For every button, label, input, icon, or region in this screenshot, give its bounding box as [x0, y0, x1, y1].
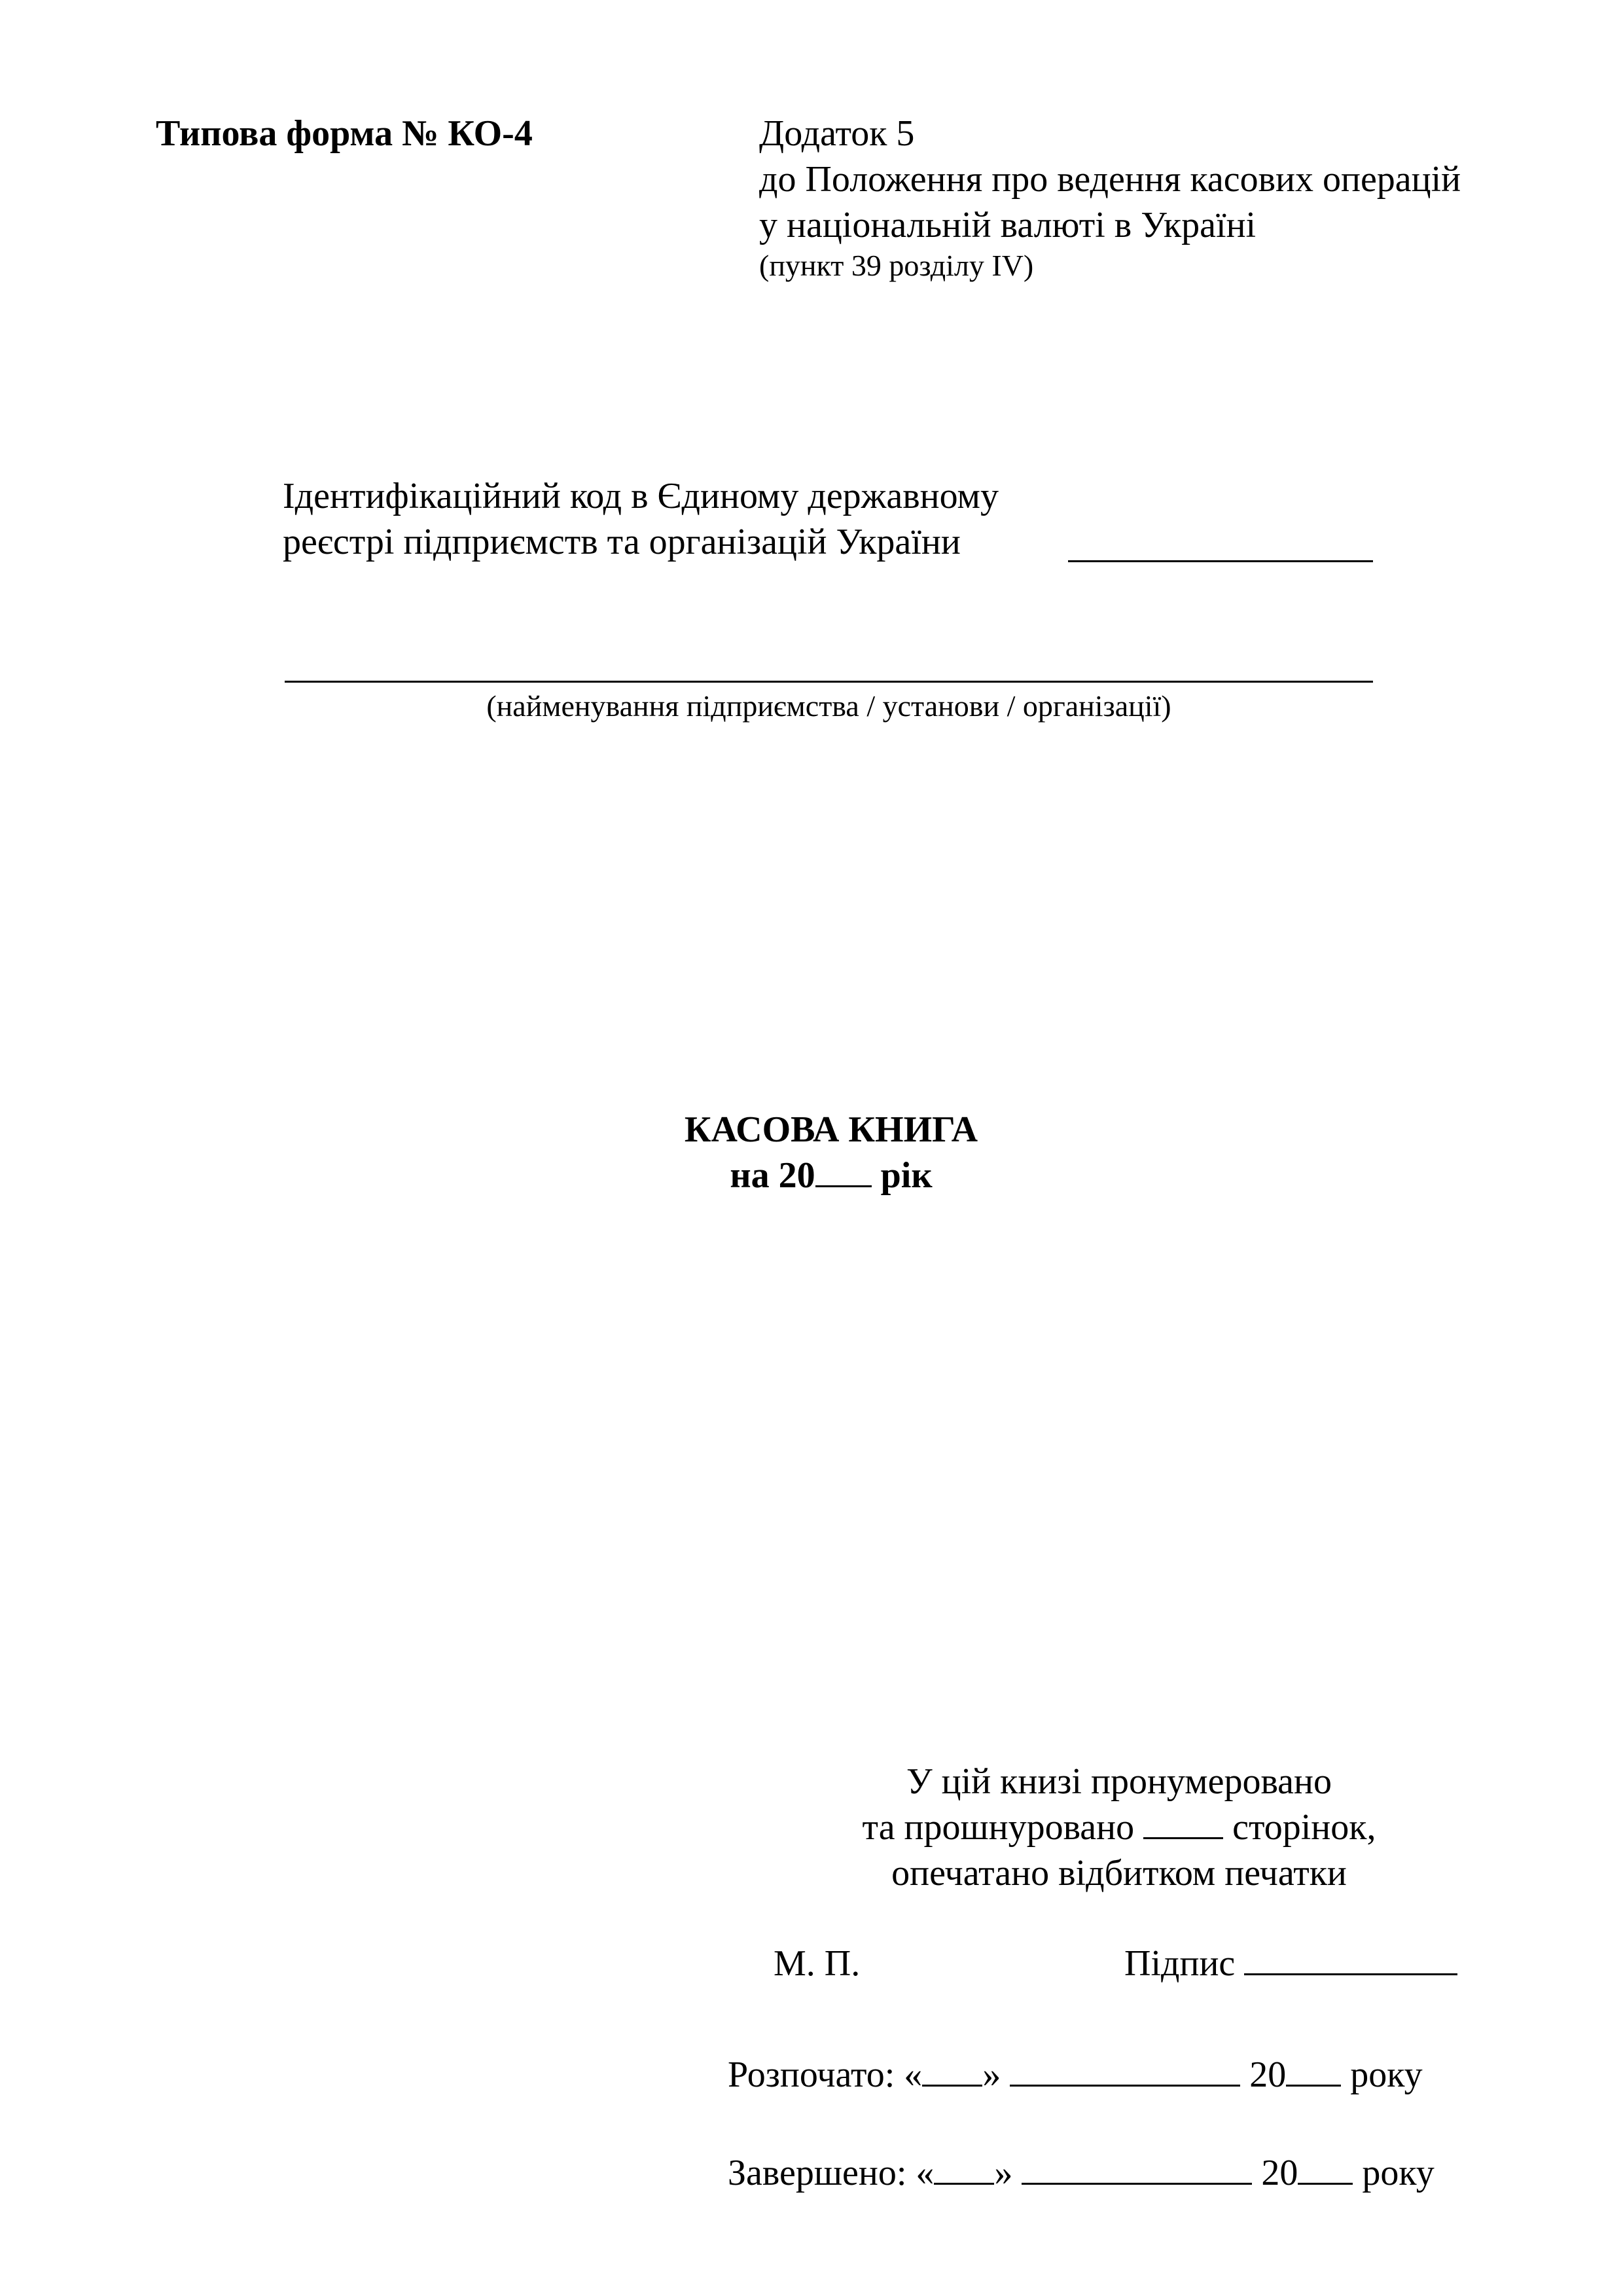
finished-quote-close: »: [994, 2153, 1013, 2193]
document-title: КАСОВА КНИГА: [684, 1109, 978, 1150]
started-year-suffix: року: [1350, 2054, 1423, 2095]
organization-caption: (найменування підприємства / установи / організації): [486, 689, 1171, 723]
appendix-line-1: до Положення про ведення касових операцій: [759, 159, 1461, 200]
finished-month-field[interactable]: [1022, 2155, 1252, 2185]
document-year-suffix: рік: [880, 1155, 933, 1196]
started-day-field[interactable]: [922, 2057, 982, 2087]
certification-line-1: У цій книзі пронумеровано: [906, 1761, 1332, 1802]
appendix-note: (пункт 39 розділу IV): [759, 249, 1034, 282]
organization-name-field[interactable]: [285, 681, 1373, 683]
started-month-field[interactable]: [1010, 2057, 1240, 2087]
identification-code-field[interactable]: [1068, 560, 1373, 562]
pages-count-field[interactable]: [1143, 1810, 1223, 1839]
appendix-title: Додаток 5: [759, 113, 915, 154]
identification-line-1: Ідентифікаційний код в Єдиному державному: [283, 476, 999, 516]
started-date-row: [728, 2051, 1423, 2098]
finished-year-prefix: 20: [1261, 2153, 1298, 2193]
signature-label: Підпис: [1124, 1943, 1236, 1984]
appendix-line-2: у національній валюті в Україні: [759, 205, 1257, 245]
finished-date-row: [728, 2149, 1435, 2197]
year-field[interactable]: [815, 1158, 872, 1187]
certification-line-2: [785, 1804, 1453, 1851]
finished-label: Завершено: «: [728, 2153, 935, 2193]
finished-year-field[interactable]: [1298, 2155, 1353, 2185]
certification-line-2-suffix: сторінок,: [1232, 1807, 1376, 1848]
seal-label: М. П.: [774, 1943, 861, 1984]
document-year: [0, 1152, 1623, 1199]
started-year-field[interactable]: [1286, 2057, 1341, 2087]
signature-row: [1124, 1940, 1457, 1987]
started-quote-close: »: [982, 2054, 1001, 2095]
certification-line-3: опечатано відбитком печатки: [891, 1853, 1347, 1893]
finished-year-suffix: року: [1362, 2153, 1435, 2193]
identification-line-2: реєстрі підприємств та організацій України: [283, 522, 961, 562]
finished-day-field[interactable]: [934, 2155, 994, 2185]
signature-field[interactable]: [1244, 1946, 1457, 1975]
document-year-prefix: на 20: [730, 1155, 815, 1196]
started-year-prefix: 20: [1249, 2054, 1287, 2095]
started-label: Розпочато: «: [728, 2054, 923, 2095]
certification-line-2-prefix: та прошнуровано: [862, 1807, 1135, 1848]
form-label: Типова форма № КО-4: [156, 113, 533, 154]
